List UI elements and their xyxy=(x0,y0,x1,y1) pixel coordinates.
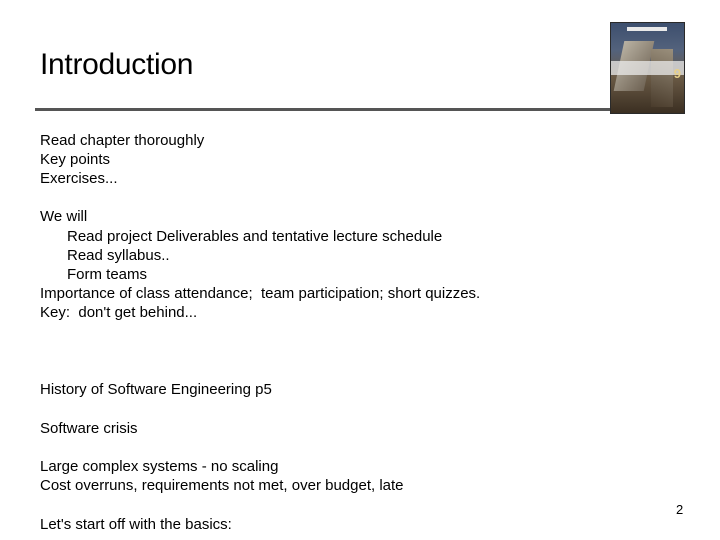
cover-edition-number: 9 xyxy=(673,66,681,81)
body-line: Let's start off with the basics: xyxy=(40,516,232,533)
body-line-indented: Read syllabus.. xyxy=(67,247,170,264)
cover-building-shape xyxy=(651,49,673,107)
body-line: History of Software Engineering p5 xyxy=(40,381,272,398)
body-line: Read chapter thoroughly xyxy=(40,132,205,149)
title-underline xyxy=(35,108,615,111)
body-line: Software crisis xyxy=(40,420,138,437)
body-line: Importance of class attendance; team participation; short quizzes. xyxy=(40,285,481,302)
body-line: Large complex systems - no scaling xyxy=(40,458,279,475)
slide-title: Introduction xyxy=(40,48,194,81)
cover-edition-bar xyxy=(627,27,667,31)
body-line: Key points xyxy=(40,151,111,168)
body-line: Key: don't get behind... xyxy=(40,304,198,321)
book-cover-image xyxy=(610,22,685,114)
body-line: We will xyxy=(40,208,88,225)
body-line-indented: Read project Deliverables and tentative lecture schedule xyxy=(67,228,443,245)
page-number: 2 xyxy=(676,502,684,517)
body-line: Exercises... xyxy=(40,170,118,187)
body-line-indented: Form teams xyxy=(67,266,148,283)
body-line: Cost overruns, requirements not met, over budget, late xyxy=(40,477,404,494)
